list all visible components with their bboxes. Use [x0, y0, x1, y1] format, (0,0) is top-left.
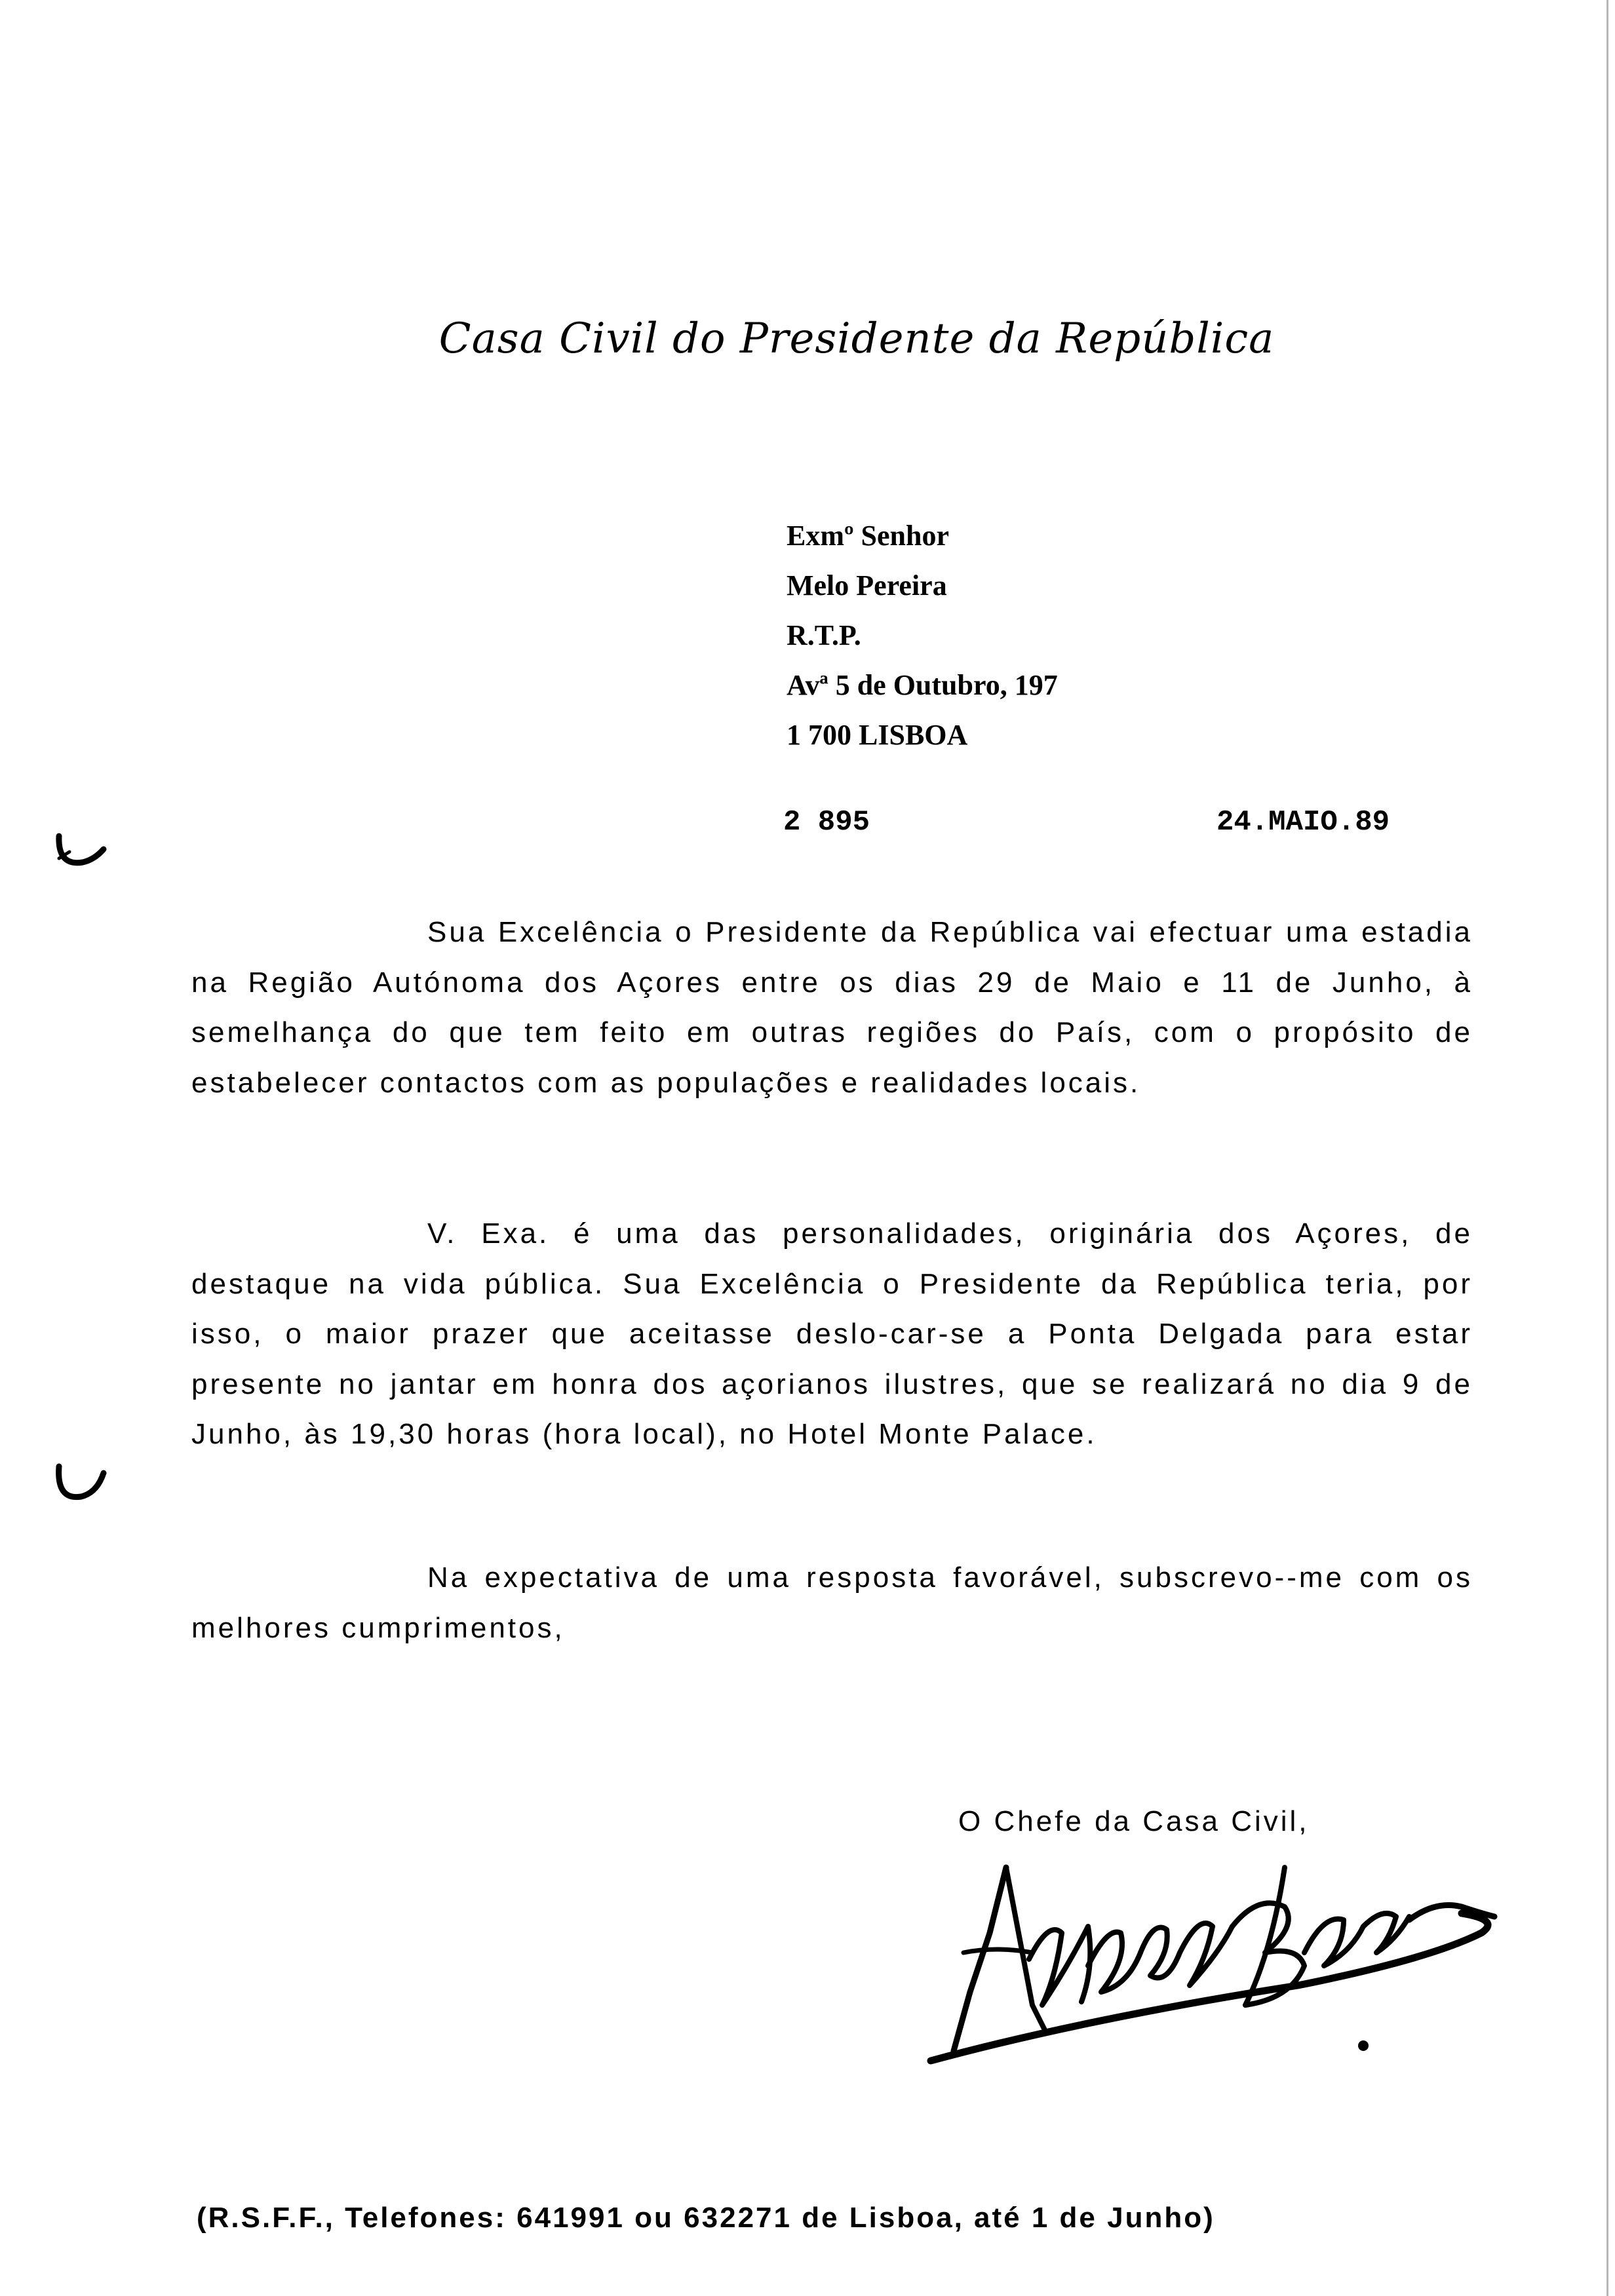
paragraph-1-text: Sua Excelência o Presidente da República vai efectuar uma estadia na Região Autónoma dos Açores entre os dias 29 de Maio e 11 de Junho, à semelhança do que tem feito em outras regiões do País, com o propósito de estabelecer contactos com as populações e realidades locais.: [191, 916, 1473, 1099]
body-paragraph-1: [191, 908, 1473, 1108]
recipient-line-organization: R.T.P.: [787, 619, 861, 651]
letter-date: 24.MAIO.89: [1216, 806, 1390, 839]
reference-number: 2 895: [783, 806, 870, 839]
handwritten-signature: [891, 1854, 1521, 2071]
margin-mark-bottom: [51, 1461, 110, 1507]
closing-line: O Chefe da Casa Civil,: [958, 1805, 1310, 1837]
recipient-line-street: Avª 5 de Outubro, 197: [787, 669, 1058, 701]
recipient-line-salutation: Exmº Senhor: [787, 520, 949, 552]
footer-note: (R.S.F.F., Telefones: 641991 ou 632271 de Lisboa, até 1 de Junho): [197, 2202, 1215, 2234]
letterhead: Casa Civil do Presidente da República: [438, 315, 1275, 363]
margin-mark-top: [51, 832, 110, 878]
reference-line: [783, 806, 1390, 839]
recipient-line-city: 1 700 LISBOA: [787, 719, 968, 751]
body-paragraph-3: [191, 1553, 1473, 1653]
recipient-address: [787, 511, 1058, 760]
paragraph-3-text: Na expectativa de uma resposta favorável, subscrevo--me com os melhores cumprimentos,: [191, 1561, 1473, 1644]
body-paragraph-2: [191, 1209, 1473, 1460]
paragraph-2-text: V. Exa. é uma das personalidades, originária dos Açores, de destaque na vida pública. Sua Excelência o Presidente da República teria, por isso, o maior prazer que aceitasse deslo-car-se a Ponta Delgada para estar presente no jantar em honra dos açorianos ilustres, que se realizará no dia 9 de Junho, às 19,30 horas (hora local), no Hotel Monte Palace.: [191, 1217, 1473, 1450]
recipient-line-name: Melo Pereira: [787, 569, 947, 602]
